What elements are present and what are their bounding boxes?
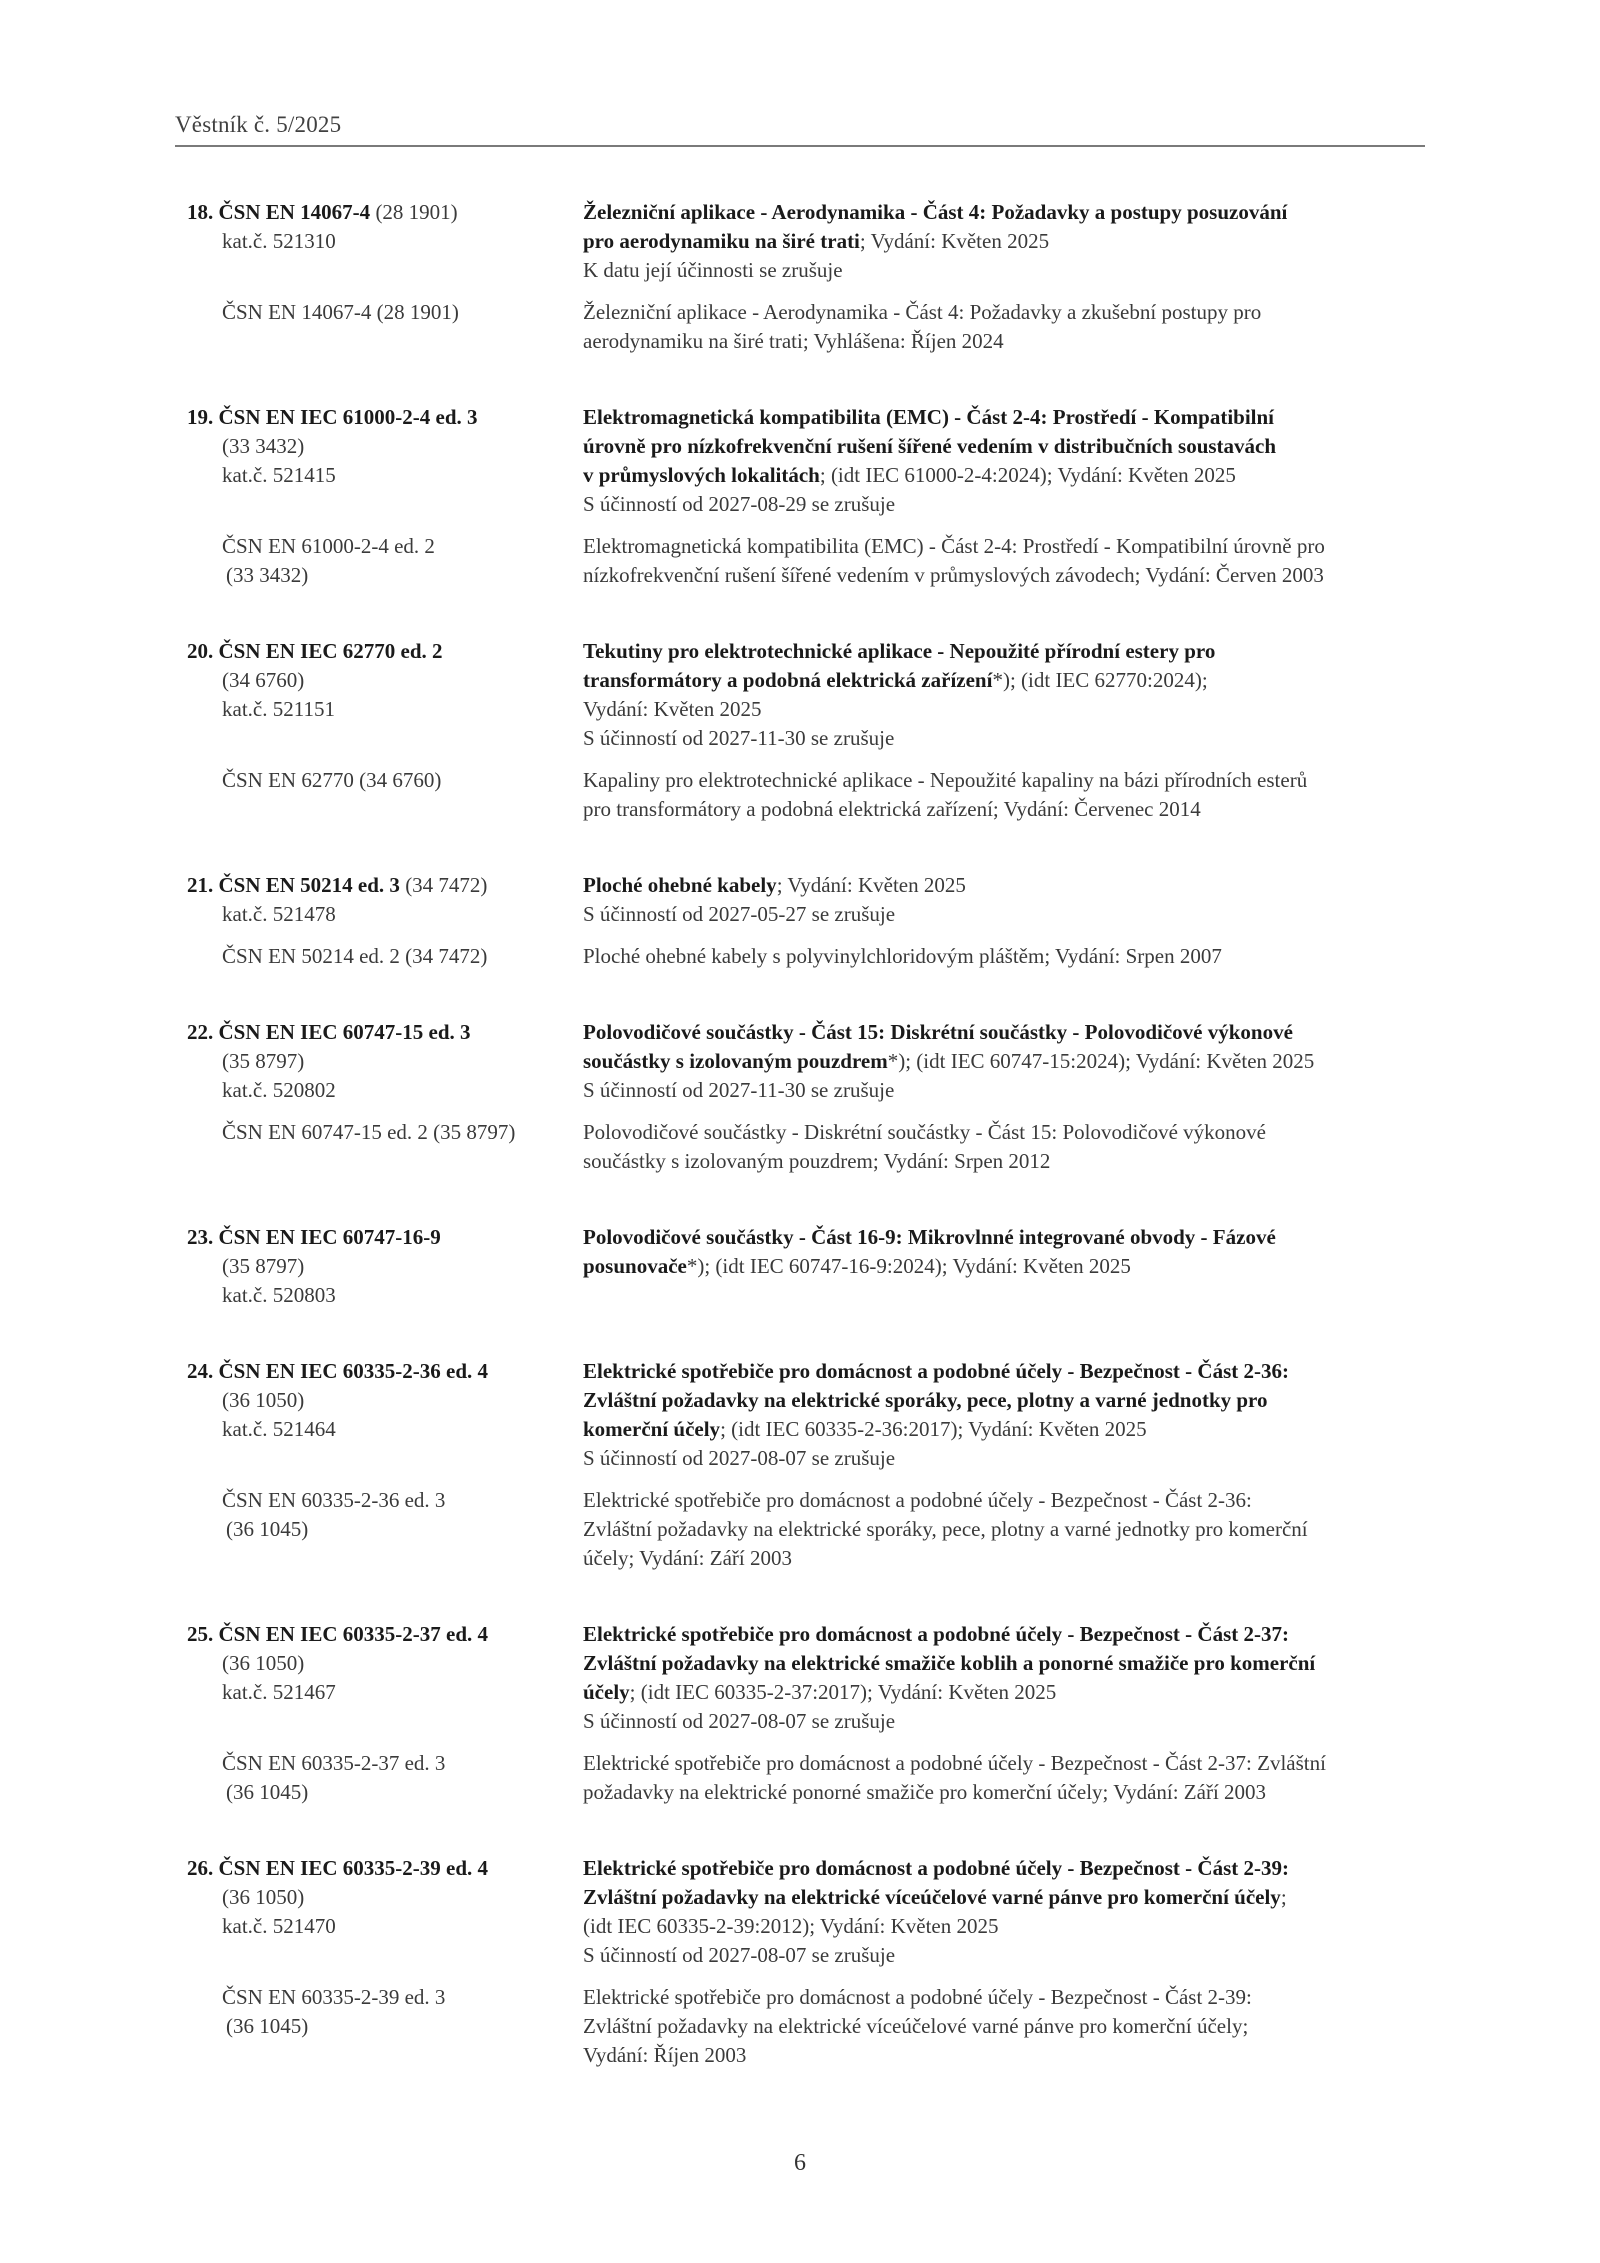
standard-entry xyxy=(187,1620,1427,1807)
entry-identifier xyxy=(187,403,583,519)
entry-number: 21. xyxy=(187,873,214,897)
standard-entry xyxy=(187,1357,1427,1573)
entry-code-line xyxy=(187,871,583,900)
standard-title: Elektrické spotřebiče pro domácnost a podobné účely - Bezpečnost - Část 2-36: xyxy=(583,1359,1289,1383)
replaced-code: ČSN EN 14067-4 (28 1901) xyxy=(222,300,459,324)
title-line xyxy=(583,1854,1427,1883)
entry-description xyxy=(583,1854,1427,1970)
title-line xyxy=(583,1883,1427,1912)
replaced-identifier xyxy=(187,298,583,356)
standard-title: Elektromagnetická kompatibilita (EMC) - Část 2-4: Prostředí - Kompatibilní xyxy=(583,405,1275,429)
replaced-identifier xyxy=(187,1983,583,2070)
catalog-number: kat.č. 520803 xyxy=(222,1283,336,1307)
title-line xyxy=(583,637,1427,666)
entry-main xyxy=(187,1223,1427,1310)
replaced-title-line: Elektrické spotřebiče pro domácnost a podobné účely - Bezpečnost - Část 2-37: Zvláštní xyxy=(583,1751,1326,1775)
title-details: ; (idt IEC 60335-2-36:2017); Vydání: Květen 2025 xyxy=(720,1417,1147,1441)
replaced-description xyxy=(583,1486,1427,1573)
replaced-identifier xyxy=(187,1749,583,1807)
standard-title: účely xyxy=(583,1680,630,1704)
standard-code: ČSN EN IEC 60335-2-39 ed. 4 xyxy=(218,1856,489,1880)
replaced-standard xyxy=(187,1486,1427,1573)
classification-code: (33 3432) xyxy=(222,434,305,458)
standard-title: Zvláštní požadavky na elektrické smažiče koblih a ponorné smažiče pro komerční xyxy=(583,1651,1316,1675)
replaced-title-line: aerodynamiku na širé trati; Vyhlášena: Říjen 2024 xyxy=(583,329,1004,353)
replaced-title-line: součástky s izolovaným pouzdrem; Vydání: Srpen 2012 xyxy=(583,1149,1051,1173)
withdrawal-status: S účinností od 2027-11-30 se zrušuje xyxy=(583,726,895,750)
entry-description xyxy=(583,637,1427,753)
title-line xyxy=(583,1386,1427,1415)
standard-entry xyxy=(187,403,1427,590)
entry-identifier xyxy=(187,1620,583,1736)
replaced-identifier xyxy=(187,766,583,824)
replaced-title-line: Elektromagnetická kompatibilita (EMC) - Část 2-4: Prostředí - Kompatibilní úrovně pro xyxy=(583,534,1325,558)
entry-description xyxy=(583,403,1427,519)
title-line xyxy=(583,1620,1427,1649)
entry-identifier xyxy=(187,871,583,929)
entry-number: 19. xyxy=(187,405,214,429)
replaced-identifier xyxy=(187,1118,583,1176)
entry-code-line xyxy=(187,1854,583,1883)
standard-title: pro aerodynamiku na širé trati xyxy=(583,229,860,253)
replaced-standard xyxy=(187,942,1427,971)
replaced-standard xyxy=(187,532,1427,590)
replaced-identifier xyxy=(187,532,583,590)
entry-code-line xyxy=(187,1223,583,1252)
entry-identifier xyxy=(187,1018,583,1105)
entry-code-line xyxy=(187,1357,583,1386)
title-details: ; Vydání: Květen 2025 xyxy=(776,873,966,897)
standard-entry xyxy=(187,1223,1427,1310)
entry-number: 24. xyxy=(187,1359,214,1383)
standard-code: ČSN EN 50214 ed. 3 xyxy=(218,873,400,897)
entry-main xyxy=(187,1620,1427,1736)
withdrawal-status: S účinností od 2027-08-07 se zrušuje xyxy=(583,1446,896,1470)
replaced-title-line: Elektrické spotřebiče pro domácnost a podobné účely - Bezpečnost - Část 2-39: xyxy=(583,1985,1252,2009)
title-line xyxy=(583,1018,1427,1047)
withdrawal-status: S účinností od 2027-05-27 se zrušuje xyxy=(583,902,896,926)
entry-main xyxy=(187,871,1427,929)
standard-code: ČSN EN 14067-4 xyxy=(218,200,371,224)
title-details: Vydání: Květen 2025 xyxy=(583,697,762,721)
entry-identifier xyxy=(187,1223,583,1310)
replaced-description xyxy=(583,1749,1427,1807)
replaced-title-line: Elektrické spotřebiče pro domácnost a podobné účely - Bezpečnost - Část 2-36: xyxy=(583,1488,1252,1512)
standard-code: ČSN EN IEC 60335-2-36 ed. 4 xyxy=(218,1359,489,1383)
title-details: ; Vydání: Květen 2025 xyxy=(859,229,1050,253)
classification-code: (36 1050) xyxy=(222,1651,305,1675)
withdrawal-status: S účinností od 2027-08-07 se zrušuje xyxy=(583,1709,896,1733)
replaced-code: ČSN EN 60335-2-36 ed. 3 xyxy=(222,1488,446,1512)
standard-title: Zvláštní požadavky na elektrické víceúčelové varné pánve pro komerční účely xyxy=(583,1885,1281,1909)
title-line xyxy=(583,666,1427,695)
entry-main xyxy=(187,637,1427,753)
replaced-identifier xyxy=(187,942,583,971)
withdrawal-status: K datu její účinnosti se zrušuje xyxy=(583,258,843,282)
entry-code-line xyxy=(187,198,583,227)
standard-code: ČSN EN IEC 61000-2-4 ed. 3 xyxy=(218,405,478,429)
standard-entry xyxy=(187,871,1427,971)
standard-title: Polovodičové součástky - Část 15: Diskrétní součástky - Polovodičové výkonové xyxy=(583,1020,1293,1044)
entry-main xyxy=(187,1854,1427,1970)
entry-description xyxy=(583,871,1427,929)
standard-title: v průmyslových lokalitách xyxy=(583,463,820,487)
catalog-number: kat.č. 521467 xyxy=(222,1680,336,1704)
title-line xyxy=(583,1252,1427,1281)
replaced-standard xyxy=(187,1118,1427,1176)
replaced-code: ČSN EN 60747-15 ed. 2 (35 8797) xyxy=(222,1120,516,1144)
title-line xyxy=(583,1678,1427,1707)
entry-description xyxy=(583,1620,1427,1736)
entry-number: 20. xyxy=(187,639,214,663)
title-line xyxy=(583,871,1427,900)
classification-code: (36 1045) xyxy=(226,1517,309,1541)
entry-number: 22. xyxy=(187,1020,214,1044)
replaced-title-line: Zvláštní požadavky na elektrické sporáky, pece, plotny a varné jednotky pro komerční xyxy=(583,1517,1308,1541)
standard-entry xyxy=(187,1018,1427,1176)
title-details: *); (idt IEC 60747-15:2024); Vydání: Květen 2025 xyxy=(887,1049,1315,1073)
entry-number: 18. xyxy=(187,200,214,224)
entry-main xyxy=(187,198,1427,285)
title-details: *); (idt IEC 62770:2024); xyxy=(992,668,1208,692)
title-details: ; xyxy=(1280,1885,1287,1909)
classification-code: (35 8797) xyxy=(222,1049,305,1073)
page-number: 6 xyxy=(794,2150,806,2176)
replaced-description xyxy=(583,1983,1427,2070)
entry-description xyxy=(583,1357,1427,1473)
entry-number: 25. xyxy=(187,1622,214,1646)
replaced-title-line: Železniční aplikace - Aerodynamika - Část 4: Požadavky a zkušební postupy pro xyxy=(583,300,1262,324)
standard-title: Elektrické spotřebiče pro domácnost a podobné účely - Bezpečnost - Část 2-39: xyxy=(583,1856,1289,1880)
standard-title: posunovače xyxy=(583,1254,687,1278)
title-line xyxy=(583,403,1427,432)
entry-main xyxy=(187,403,1427,519)
catalog-number: kat.č. 521151 xyxy=(222,697,335,721)
entry-description xyxy=(583,1018,1427,1105)
replaced-code: ČSN EN 50214 ed. 2 (34 7472) xyxy=(222,944,488,968)
replaced-title-line: Kapaliny pro elektrotechnické aplikace - Nepoužité kapaliny na bázi přírodních esterů xyxy=(583,768,1308,792)
withdrawal-status: S účinností od 2027-08-07 se zrušuje xyxy=(583,1943,896,1967)
classification-code: (36 1045) xyxy=(226,2014,309,2038)
standard-code: ČSN EN IEC 60747-15 ed. 3 xyxy=(218,1020,471,1044)
replaced-title-line: účely; Vydání: Září 2003 xyxy=(583,1546,792,1570)
title-line xyxy=(583,1649,1427,1678)
classification-code: (35 8797) xyxy=(222,1254,305,1278)
replaced-code: ČSN EN 62770 (34 6760) xyxy=(222,768,442,792)
entry-code-line xyxy=(187,637,583,666)
standard-title: Polovodičové součástky - Část 16-9: Mikrovlnné integrované obvody - Fázové xyxy=(583,1225,1276,1249)
page-header: Věstník č. 5/2025 xyxy=(175,112,342,137)
standard-code: ČSN EN IEC 62770 ed. 2 xyxy=(218,639,443,663)
standard-code: ČSN EN IEC 60747-16-9 xyxy=(218,1225,441,1249)
replaced-description xyxy=(583,298,1427,356)
standard-title: Ploché ohebné kabely xyxy=(583,873,777,897)
replaced-code: ČSN EN 60335-2-37 ed. 3 xyxy=(222,1751,446,1775)
withdrawal-status: S účinností od 2027-11-30 se zrušuje xyxy=(583,1078,895,1102)
entry-identifier xyxy=(187,1854,583,1970)
catalog-number: kat.č. 520802 xyxy=(222,1078,336,1102)
title-line xyxy=(583,198,1427,227)
replaced-code: ČSN EN 61000-2-4 ed. 2 xyxy=(222,534,435,558)
classification-code: (33 3432) xyxy=(226,563,309,587)
standard-title: Elektrické spotřebiče pro domácnost a podobné účely - Bezpečnost - Část 2-37: xyxy=(583,1622,1289,1646)
title-line xyxy=(583,227,1427,256)
entry-description xyxy=(583,1223,1427,1310)
replaced-standard xyxy=(187,1983,1427,2070)
classification-code: (28 1901) xyxy=(370,200,458,224)
classification-code: (36 1045) xyxy=(226,1780,309,1804)
replaced-standard xyxy=(187,1749,1427,1807)
entry-identifier xyxy=(187,637,583,753)
title-line xyxy=(583,461,1427,490)
replaced-description xyxy=(583,1118,1427,1176)
replaced-identifier xyxy=(187,1486,583,1573)
title-line xyxy=(583,432,1427,461)
catalog-number: kat.č. 521310 xyxy=(222,229,336,253)
header-rule xyxy=(175,145,1425,147)
replaced-title-line: pro transformátory a podobná elektrická zařízení; Vydání: Červenec 2014 xyxy=(583,797,1201,821)
replaced-title-line: Ploché ohebné kabely s polyvinylchloridovým pláštěm; Vydání: Srpen 2007 xyxy=(583,944,1222,968)
replaced-standard xyxy=(187,766,1427,824)
title-details: ; (idt IEC 60335-2-37:2017); Vydání: Květen 2025 xyxy=(629,1680,1057,1704)
standard-entry xyxy=(187,1854,1427,2070)
standard-title: úrovně pro nízkofrekvenční rušení šířené vedením v distribučních soustavách xyxy=(583,434,1277,458)
classification-code: (34 7472) xyxy=(399,873,488,897)
title-line xyxy=(583,1047,1427,1076)
title-details: (idt IEC 60335-2-39:2012); Vydání: Květen 2025 xyxy=(583,1914,999,1938)
standard-title: transformátory a podobná elektrická zařízení xyxy=(583,668,993,692)
entry-code-line xyxy=(187,403,583,432)
standard-entry xyxy=(187,637,1427,824)
entry-code-line xyxy=(187,1620,583,1649)
entry-identifier xyxy=(187,1357,583,1473)
entry-number: 26. xyxy=(187,1856,214,1880)
entry-main xyxy=(187,1018,1427,1105)
standard-title: součástky s izolovaným pouzdrem xyxy=(583,1049,888,1073)
entry-main xyxy=(187,1357,1427,1473)
title-details: ; (idt IEC 61000-2-4:2024); Vydání: Květen 2025 xyxy=(819,463,1236,487)
replaced-title-line: požadavky na elektrické ponorné smažiče pro komerční účely; Vydání: Září 2003 xyxy=(583,1780,1267,1804)
withdrawal-status: S účinností od 2027-08-29 se zrušuje xyxy=(583,492,896,516)
catalog-number: kat.č. 521478 xyxy=(222,902,336,926)
classification-code: (36 1050) xyxy=(222,1885,305,1909)
entry-code-line xyxy=(187,1018,583,1047)
standard-entry xyxy=(187,198,1427,356)
entry-description xyxy=(583,198,1427,285)
replaced-standard xyxy=(187,298,1427,356)
standard-title: Zvláštní požadavky na elektrické sporáky, pece, plotny a varné jednotky pro xyxy=(583,1388,1268,1412)
replaced-description xyxy=(583,766,1427,824)
standard-title: komerční účely xyxy=(583,1417,721,1441)
entry-identifier xyxy=(187,198,583,285)
standards-list xyxy=(187,198,1427,2070)
catalog-number: kat.č. 521470 xyxy=(222,1914,336,1938)
standard-title: Železniční aplikace - Aerodynamika - Část 4: Požadavky a postupy posuzování xyxy=(583,200,1288,224)
standard-code: ČSN EN IEC 60335-2-37 ed. 4 xyxy=(218,1622,489,1646)
title-line xyxy=(583,1223,1427,1252)
classification-code: (34 6760) xyxy=(222,668,305,692)
entry-number: 23. xyxy=(187,1225,214,1249)
catalog-number: kat.č. 521415 xyxy=(222,463,336,487)
replaced-description xyxy=(583,532,1427,590)
standard-title: Tekutiny pro elektrotechnické aplikace - Nepoužité přírodní estery pro xyxy=(583,639,1216,663)
replaced-title-line: nízkofrekvenční rušení šířené vedením v průmyslových závodech; Vydání: Červen 2003 xyxy=(583,563,1324,587)
classification-code: (36 1050) xyxy=(222,1388,305,1412)
title-line xyxy=(583,1357,1427,1386)
replaced-title-line: Zvláštní požadavky na elektrické víceúčelové varné pánve pro komerční účely; xyxy=(583,2014,1249,2038)
replaced-title-line: Vydání: Říjen 2003 xyxy=(583,2043,747,2067)
replaced-code: ČSN EN 60335-2-39 ed. 3 xyxy=(222,1985,446,2009)
title-details: *); (idt IEC 60747-16-9:2024); Vydání: Květen 2025 xyxy=(686,1254,1131,1278)
replaced-title-line: Polovodičové součástky - Diskrétní součástky - Část 15: Polovodičové výkonové xyxy=(583,1120,1267,1144)
replaced-description xyxy=(583,942,1427,971)
title-line xyxy=(583,1415,1427,1444)
catalog-number: kat.č. 521464 xyxy=(222,1417,336,1441)
